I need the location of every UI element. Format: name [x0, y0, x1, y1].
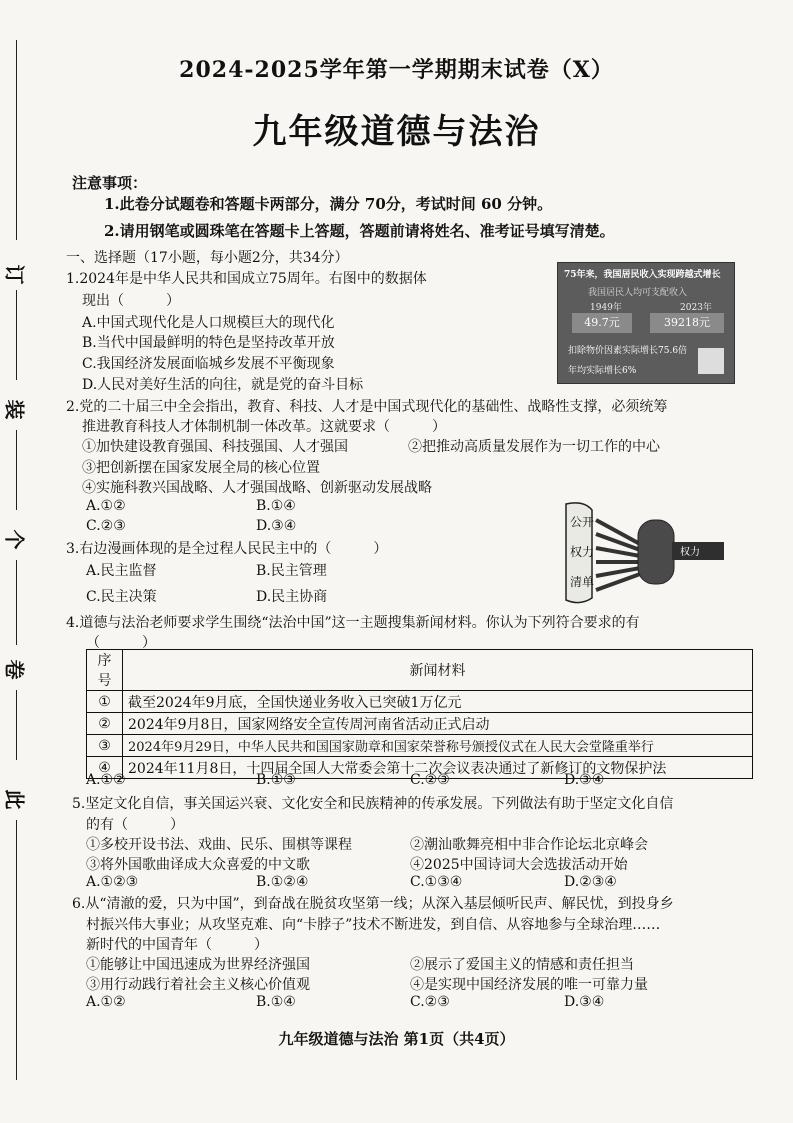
question-stem: 5.坚定文化自信，事关国运兴衰、文化安全和民族精神的传承发展。下列做法有助于坚定文化自信: [72, 796, 674, 812]
option-d: D.②③④: [564, 874, 617, 890]
table-header-row: [87, 650, 753, 691]
option-a: A.①②③: [86, 874, 139, 890]
option-c: C.②③: [86, 518, 126, 534]
margin-line: [16, 290, 17, 380]
option-d: D.③④: [564, 994, 605, 1010]
option-d: D.③④: [564, 772, 605, 788]
option-a: A.中国式现代化是人口规模巨大的现代化: [82, 315, 335, 331]
table-cell: 截至2024年9月底，全国快递业务收入已突破1万亿元: [123, 691, 753, 713]
question-stem: 2.党的二十届三中全会指出，教育、科技、人才是中国式现代化的基础性、战略性支撑，必须统筹: [66, 399, 668, 415]
table-cell: ④: [87, 757, 123, 779]
option-b: B.民主管理: [256, 563, 327, 579]
option-b: B.当代中国最鲜明的特色是坚持改革开放: [82, 335, 335, 351]
scroll-text-2: 权力: [570, 545, 595, 559]
question-stem: 6.从“清澈的爱，只为中国”，到奋战在脱贫攻坚第一线；从深入基层倾听民声、解民忧，到投身乡: [72, 896, 674, 912]
option-c: C.我国经济发展面临城乡发展不平衡现象: [82, 356, 335, 372]
statement-item: ②潮汕歌舞亮相中非合作论坛北京峰会: [410, 837, 648, 853]
margin-line: [16, 690, 17, 760]
infographic-note: 扣除物价因素实际增长75.6倍: [568, 346, 688, 356]
table-header: 序号: [87, 650, 123, 691]
option-d: D.人民对美好生活的向往，就是党的奋斗目标: [82, 377, 364, 393]
margin-char: 装: [2, 399, 27, 420]
option-a: A.民主监督: [86, 563, 157, 579]
question-stem: 3.右边漫画体现的是全过程人民民主中的（ ）: [66, 541, 388, 557]
margin-line: [16, 560, 17, 645]
exam-title: 2024-2025学年第一学期期末试卷（X）: [179, 57, 614, 83]
option-c: C.民主决策: [86, 589, 157, 605]
option-b: B.①②④: [256, 874, 309, 890]
question-stem: 村振兴伟大事业；从攻坚克难、向“卡脖子”技术不断进发，到自信、从容地参与全球治理……: [86, 917, 661, 933]
infographic-value: 49.7元: [572, 313, 632, 333]
power-list-cartoon: [560, 500, 730, 608]
margin-char: 卷: [2, 659, 27, 680]
statement-item: ③用行动践行着社会主义核心价值观: [86, 977, 310, 993]
house-icon: [698, 348, 724, 374]
notice-item: 1.此卷分试题卷和答题卡两部分，满分 70分，考试时间 60 分钟。: [104, 195, 553, 213]
margin-char: 个: [2, 529, 27, 550]
option-a: A.①②: [86, 772, 126, 788]
option-d: D.民主协商: [256, 589, 328, 605]
option-c: C.①③④: [410, 874, 463, 890]
statement-item: ②把推动高质量发展作为一切工作的中心: [408, 439, 660, 455]
section-heading: 一、选择题（17小题，每小题2分，共34分）: [66, 250, 349, 266]
scroll-text-3: 清单: [570, 575, 595, 589]
question-stem: 1.2024年是中华人民共和国成立75周年。右图中的数据体: [66, 271, 427, 287]
statement-item: ②展示了爱国主义的情感和责任担当: [410, 957, 634, 973]
question-stem: 新时代的中国青年（ ）: [86, 937, 268, 953]
option-b: B.①④: [256, 498, 296, 514]
table-cell: ③: [87, 735, 123, 757]
question-stem: 现出（ ）: [82, 293, 180, 309]
question-stem: 的有（ ）: [86, 817, 184, 833]
table-header: 新闻材料: [123, 650, 753, 691]
margin-line: [16, 430, 17, 510]
option-b: B.①③: [256, 772, 296, 788]
infographic-year: 2023年: [680, 303, 712, 313]
infographic-title: 75年来，我国居民收入实现跨越式增长: [564, 270, 721, 280]
table-cell: ②: [87, 713, 123, 735]
notice-heading: 注意事项：: [72, 174, 148, 192]
option-c: C.②③: [410, 994, 450, 1010]
stamp-text: 权力: [680, 547, 700, 558]
option-a: A.①②: [86, 498, 126, 514]
income-infographic: [557, 262, 735, 384]
statement-item: ④2025中国诗词大会选拔活动开始: [410, 857, 628, 873]
binding-margin: [0, 40, 40, 1080]
statement-item: ④实施科教兴国战略、人才强国战略、创新驱动发展战略: [82, 480, 432, 496]
table-row: [87, 713, 753, 735]
infographic-value: 39218元: [650, 313, 724, 333]
infographic-note: 年均实际增长6%: [568, 366, 637, 376]
option-b: B.①④: [256, 994, 296, 1010]
page-footer: 九年级道德与法治 第1页（共4页）: [278, 1030, 515, 1048]
statement-item: ④是实现中国经济发展的唯一可靠力量: [410, 977, 648, 993]
infographic-year: 1949年: [590, 303, 622, 313]
statement-item: ③将外国歌曲译成大众喜爱的中文歌: [86, 857, 310, 873]
news-table: [86, 649, 753, 779]
table-cell: 2024年9月8日，国家网络安全宣传周河南省活动正式启动: [123, 713, 753, 735]
statement-item: ③把创新摆在国家发展全局的核心位置: [82, 460, 320, 476]
notice-item: 2.请用钢笔或圆珠笔在答题卡上答题，答题前请将姓名、准考证号填写清楚。: [104, 222, 615, 240]
question-stem: 推进教育科技人才体制机制一体改革。这就要求（ ）: [82, 419, 446, 435]
margin-char: 此: [2, 789, 27, 810]
margin-char: 订: [2, 264, 27, 285]
table-row: [87, 735, 753, 757]
statement-item: ①多校开设书法、戏曲、民乐、围棋等课程: [86, 837, 352, 853]
option-a: A.①②: [86, 994, 126, 1010]
statement-item: ①加快建设教育强国、科技强国、人才强国: [82, 439, 348, 455]
option-d: D.③④: [256, 518, 297, 534]
table-row: [87, 691, 753, 713]
table-cell: ①: [87, 691, 123, 713]
question-stem: 4.道德与法治老师要求学生围绕“法治中国”这一主题搜集新闻材料。你认为下列符合要求的有: [66, 615, 640, 631]
option-c: C.②③: [410, 772, 450, 788]
statement-item: ①能够让中国迅速成为世界经济强国: [86, 957, 310, 973]
scroll-text-1: 公开: [570, 515, 595, 529]
subject-title: 九年级道德与法治: [252, 112, 541, 152]
table-cell: 2024年9月29日，中华人民共和国国家勋章和国家荣誉称号颁授仪式在人民大会堂隆重举行: [123, 735, 753, 757]
question-stem: （ ）: [86, 635, 156, 651]
table-cell: 2024年11月8日，十四届全国人大常委会第十二次会议表决通过了新修订的文物保护法: [123, 757, 753, 779]
infographic-subtitle: 我国居民人均可支配收入: [588, 288, 688, 298]
